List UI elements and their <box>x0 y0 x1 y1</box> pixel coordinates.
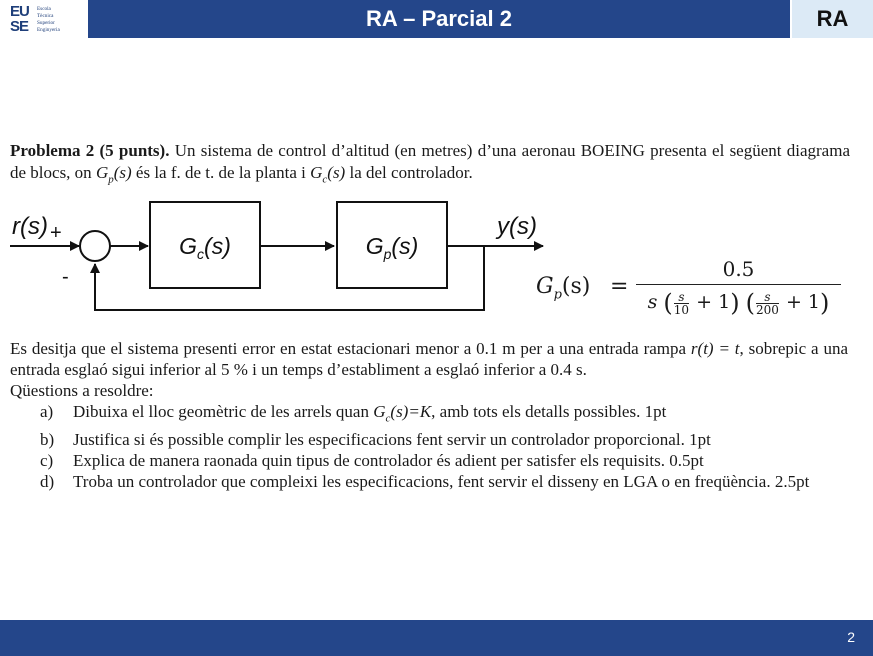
output-label: y(s) <box>497 213 537 240</box>
summing-junction <box>80 231 110 261</box>
ramp-input: r(t) = t <box>690 339 740 358</box>
minus-sign: - <box>62 266 69 288</box>
plus-sign: + <box>50 222 62 244</box>
question-d: d) Troba un controlador que compleixi les especificacions, fent servir el disseny en LGA o en freqüència. 2.5pt <box>40 472 810 492</box>
tf-lhs: $G_p(s)$ <box>536 274 591 303</box>
page-number: 2 <box>847 629 855 645</box>
questions-heading: Qüestions a resoldre: <box>10 381 154 400</box>
transfer-function <box>536 256 846 326</box>
controller-label: $G_c(s)$ <box>179 233 231 262</box>
school-logo <box>8 3 86 37</box>
tf-denominator: s ( $\frac{s}{10}$ + 1) ( $\frac{s}{200}$ + 1) <box>647 289 830 317</box>
question-c: c) Explica de manera raonada quin tipus de controlador és adient per satisfer els requisits. 0.5pt <box>40 451 704 471</box>
tf-equals: = <box>610 274 629 299</box>
plant-label: $G_p(s)$ <box>365 233 419 262</box>
tf-frac-10: $\frac{s}{10}$ <box>673 289 690 317</box>
tf-fraction-bar <box>636 284 841 285</box>
tf-frac-200: $\frac{s}{200}$ <box>755 289 779 317</box>
logo-initials: EU SE <box>10 3 29 35</box>
block-diagram <box>10 196 550 318</box>
problem-statement <box>10 140 850 190</box>
question-b: b) Justifica si és possible complir les especificacions fent servir un controlador proporcional. 1pt <box>40 430 711 450</box>
input-label: r(s) <box>12 213 48 240</box>
footer-bar <box>0 620 873 656</box>
tf-numerator: 0.5 <box>722 257 755 281</box>
gc-ref: $G_c(s)$ <box>310 163 346 186</box>
header <box>0 0 873 38</box>
tf-fraction <box>636 256 841 318</box>
specifications <box>10 338 848 492</box>
question-a: a) Dibuixa el lloc geomètric de les arrels quan $G_c(s)=K$, amb tots els detalls possibles. 1pt <box>40 402 667 425</box>
spec-text: Es desitja que el sistema presenti error en estat estacionari menor a 0.1 m per a una entrada rampa r(t) = t, sobrepic a una entrada esglaó sigui inferior al 5 % i un temps d’establiment a esglaó inferior a 0.4 s. <box>10 339 849 379</box>
questions-list <box>10 401 848 492</box>
problem-intro: Problema 2 (5 punts). Un sistema de control d’altitud (en metres) d’una aeronau BOEING presenta el següent diagrama de blocs, on $G_p(s)$ és la f. de t. de la planta i $G_c(s)$ la del controlador. <box>10 141 850 186</box>
logo-text: Escola Tècnica Superior Enginyeria <box>37 6 60 33</box>
slide-title: RA – Parcial 2 <box>88 0 790 38</box>
course-tag: RA <box>792 0 873 38</box>
gp-ref: $G_p(s)$ <box>95 163 132 186</box>
block-diagram-svg <box>10 196 550 318</box>
problem-heading: Problema 2 (5 punts). <box>10 141 170 160</box>
